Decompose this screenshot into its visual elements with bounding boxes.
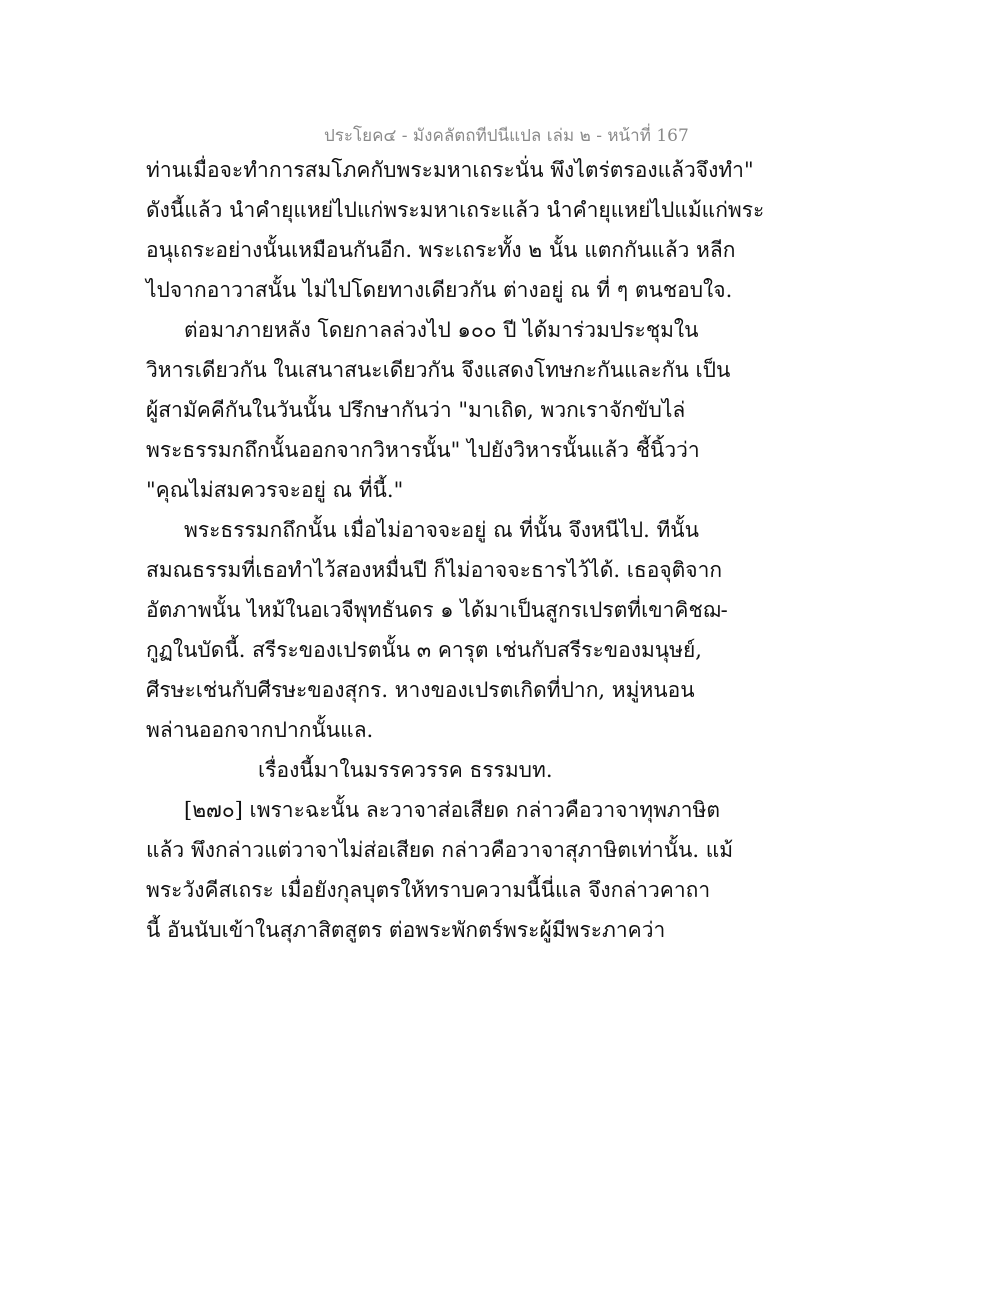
body-text xyxy=(146,150,765,950)
text-line: อัตภาพนั้น ไหม้ในอเวจีพุทธันดร ๑ ได้มาเป็นสูกรเปรตที่เขาคิชฌ- xyxy=(146,598,728,622)
text-line: ท่านเมื่อจะทำการสมโภคกับพระมหาเถระนั่น พึงไตร่ตรองแล้วจึงทำ" xyxy=(146,158,754,182)
text-line: ไปจากอาวาสนั้น ไม่ไปโดยทางเดียวกัน ต่างอยู่ ณ ที่ ๆ ตนชอบใจ. xyxy=(146,278,733,302)
text-line: พระธรรมกถึกนั้นออกจากวิหารนั้น" ไปยังวิหารนั้นแล้ว ชี้นิ้วว่า xyxy=(146,438,700,462)
text-line: ดังนี้แล้ว นำคำยุแหย่ไปแก่พระมหาเถระแล้ว นำคำยุแหย่ไปแม้แก่พระ xyxy=(146,198,765,222)
text-line: อนุเถระอย่างนั้นเหมือนกันอีก. พระเถระทั้ง ๒ นั้น แตกกันแล้ว หลีก xyxy=(146,238,736,262)
text-line: สมณธรรมที่เธอทำไว้สองหมื่นปี ก็ไม่อาจจะธารไว้ได้. เธอจุติจาก xyxy=(146,558,723,582)
text-line: วิหารเดียวกัน ในเสนาสนะเดียวกัน จึงแสดงโทษกะกันและกัน เป็น xyxy=(146,358,731,382)
source-reference-line: เรื่องนี้มาในมรรควรรค ธรรมบท. xyxy=(258,758,553,782)
text-line: นี้ อันนับเข้าในสุภาสิตสูตร ต่อพระพักตร์พระผู้มีพระภาคว่า xyxy=(146,918,666,942)
text-line: แล้ว พึงกล่าวแต่วาจาไม่ส่อเสียด กล่าวคือวาจาสุภาษิตเท่านั้น. แม้ xyxy=(146,838,734,862)
text-line: ศีรษะเช่นกับศีรษะของสุกร. หางของเปรตเกิดที่ปาก, หมู่หนอน xyxy=(146,678,695,702)
text-line: ผู้สามัคคีกันในวันนั้น ปรึกษากันว่า "มาเถิด, พวกเราจักขับไล่ xyxy=(146,398,686,422)
paragraph-start-line: [๒๗๐] เพราะฉะนั้น ละวาจาส่อเสียด กล่าวคือวาจาทุพภาษิต xyxy=(184,798,721,822)
text-line: "คุณไม่สมควรจะอยู่ ณ ที่นี้." xyxy=(146,478,404,502)
paragraph-start-line: ต่อมาภายหลัง โดยกาลล่วงไป ๑๐๐ ปี ได้มาร่วมประชุมใน xyxy=(184,318,699,342)
paragraph-start-line: พระธรรมกถึกนั้น เมื่อไม่อาจจะอยู่ ณ ที่นั้น จึงหนีไป. ทีนั้น xyxy=(184,518,700,542)
text-line: กูฏในบัดนี้. สรีระของเปรตนั้น ๓ คารุต เช่นกับสรีระของมนุษย์, xyxy=(146,638,702,662)
running-head: ประโยค๔ - มังคลัตถทีปนีแปล เล่ม ๒ - หน้าที่ 167 xyxy=(324,126,689,146)
text-line: พระวังคีสเถระ เมื่อยังกุลบุตรให้ทราบความนี้นี่แล จึงกล่าวคาถา xyxy=(146,878,711,902)
text-line: พล่านออกจากปากนั้นแล. xyxy=(146,718,374,742)
